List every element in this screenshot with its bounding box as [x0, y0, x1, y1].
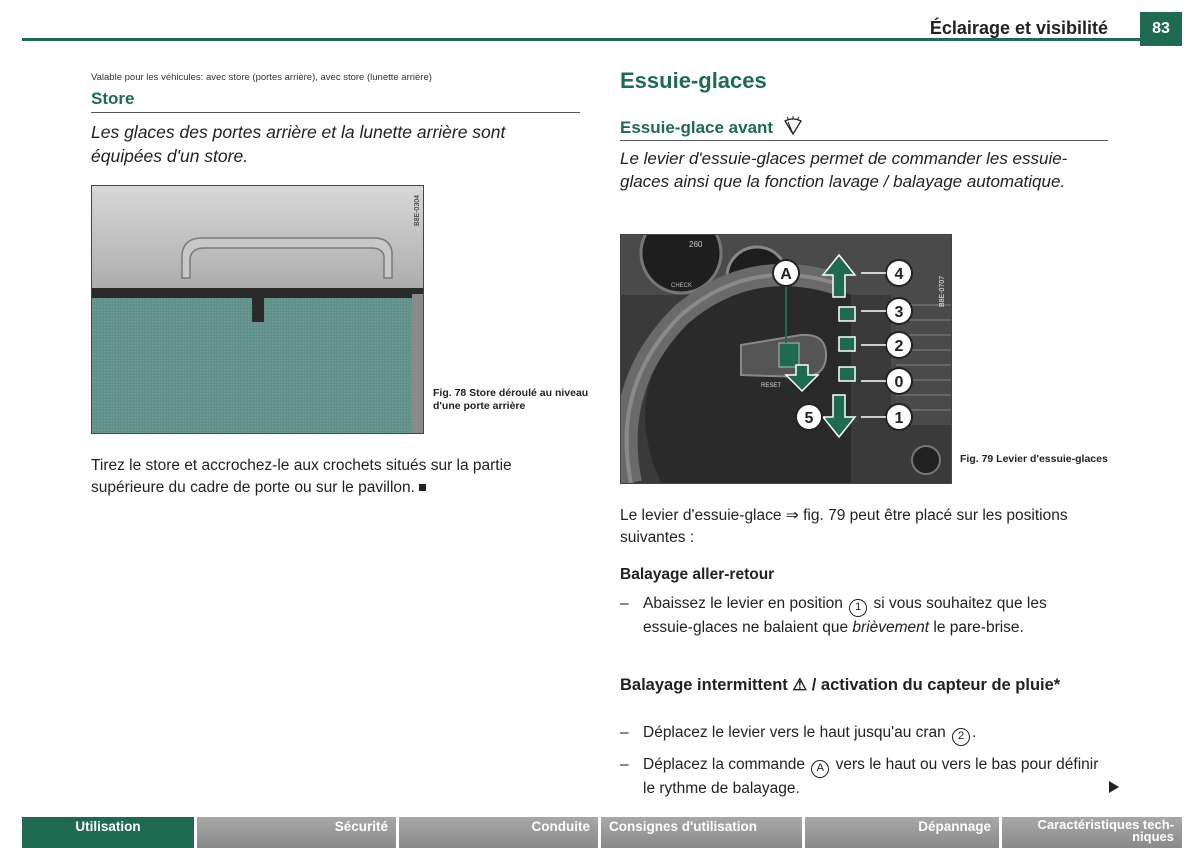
figure-78-id: B8E-0304	[414, 194, 421, 226]
section-heading-wipers: Essuie-glaces	[620, 68, 767, 93]
reset-label: RESET	[761, 383, 782, 389]
list-item: – Déplacez la commande A vers le haut ou vers le bas pour définir le rythme de balayage.	[620, 756, 1099, 797]
subsection-rule	[620, 140, 1108, 141]
wiper-symbol-icon	[782, 116, 804, 136]
check-label: CHECK	[671, 283, 693, 289]
marker-0: 0	[894, 374, 904, 391]
marker-1: 1	[894, 410, 904, 427]
store-body-text: Tirez le store et accrochez-le aux crochets situés sur la partie supérieure du cadre de porte ou sur le pavillon.	[91, 457, 512, 496]
tab-depannage[interactable]: Dépannage	[805, 817, 999, 848]
tab-securite[interactable]: Sécurité	[197, 817, 396, 848]
rear-door-shade-illustration	[92, 186, 423, 433]
figure-79-id: B8E-0707	[939, 275, 946, 307]
marker-4: 4	[894, 266, 904, 283]
wiper-lever-illustration	[621, 235, 951, 483]
figure-79-caption: Fig. 79 Levier d'essuie-glaces	[960, 453, 1108, 465]
figure-78-caption: Fig. 78 Store déroulé au niveau d'une porte arrière	[433, 387, 589, 412]
footer-nav	[22, 817, 1182, 848]
chapter-title: Éclairage et visibilité	[929, 18, 1108, 38]
tab-utilisation[interactable]: Utilisation	[22, 817, 194, 848]
fuel-half-label: 1/2	[751, 268, 761, 275]
list-item: – Déplacez le levier vers le haut jusqu'au cran 2 .	[620, 722, 1100, 746]
speedo-label: 260	[689, 240, 703, 249]
page-number: 83	[1140, 12, 1182, 46]
store-intro: Les glaces des portes arrière et la lunette arrière sont équipées d'un store.	[91, 122, 506, 166]
marker-3: 3	[894, 304, 904, 321]
marker-A: A	[780, 266, 792, 283]
marker-2: 2	[894, 338, 904, 355]
end-mark-icon	[419, 484, 426, 491]
validity-note: Valable pour les véhicules: avec store (portes arrière), avec store (lunette arrière)	[91, 72, 432, 83]
list-item: – Abaissez le levier en position 1 si vous souhaitez que les essuie-glaces ne balaient que brièvement le pare-brise.	[620, 595, 1047, 636]
marker-5: 5	[804, 410, 814, 427]
tab-conduite[interactable]: Conduite	[399, 817, 598, 848]
section-rule	[91, 112, 580, 113]
lever-positions-text: Le levier d'essuie-glace ⇒ fig. 79 peut être placé sur les positions suivantes :	[620, 507, 1068, 546]
control-A-marker: A	[811, 760, 829, 778]
subsection-heading-front-wiper: Essuie-glace avant	[620, 116, 804, 138]
tab-caracteristiques[interactable]: Caractéristiques tech-niques	[1002, 817, 1182, 848]
continue-arrow-icon	[1109, 781, 1119, 793]
section-heading-store: Store	[91, 89, 135, 108]
position-1-marker: 1	[849, 599, 867, 617]
figure-79-image	[620, 234, 952, 484]
tab-consignes[interactable]: Consignes d'utilisation	[601, 817, 802, 848]
figure-78-image	[91, 185, 424, 434]
front-wiper-intro: Le levier d'essuie-glaces permet de commander les essuie-glaces ainsi que la fonction lavage / balayage automatique.	[620, 149, 1068, 191]
heading-aller-retour: Balayage aller-retour	[620, 566, 775, 583]
position-2-marker: 2	[952, 728, 970, 746]
heading-intermittent: Balayage intermittent ⚠ / activation du capteur de pluie*	[620, 676, 1061, 694]
